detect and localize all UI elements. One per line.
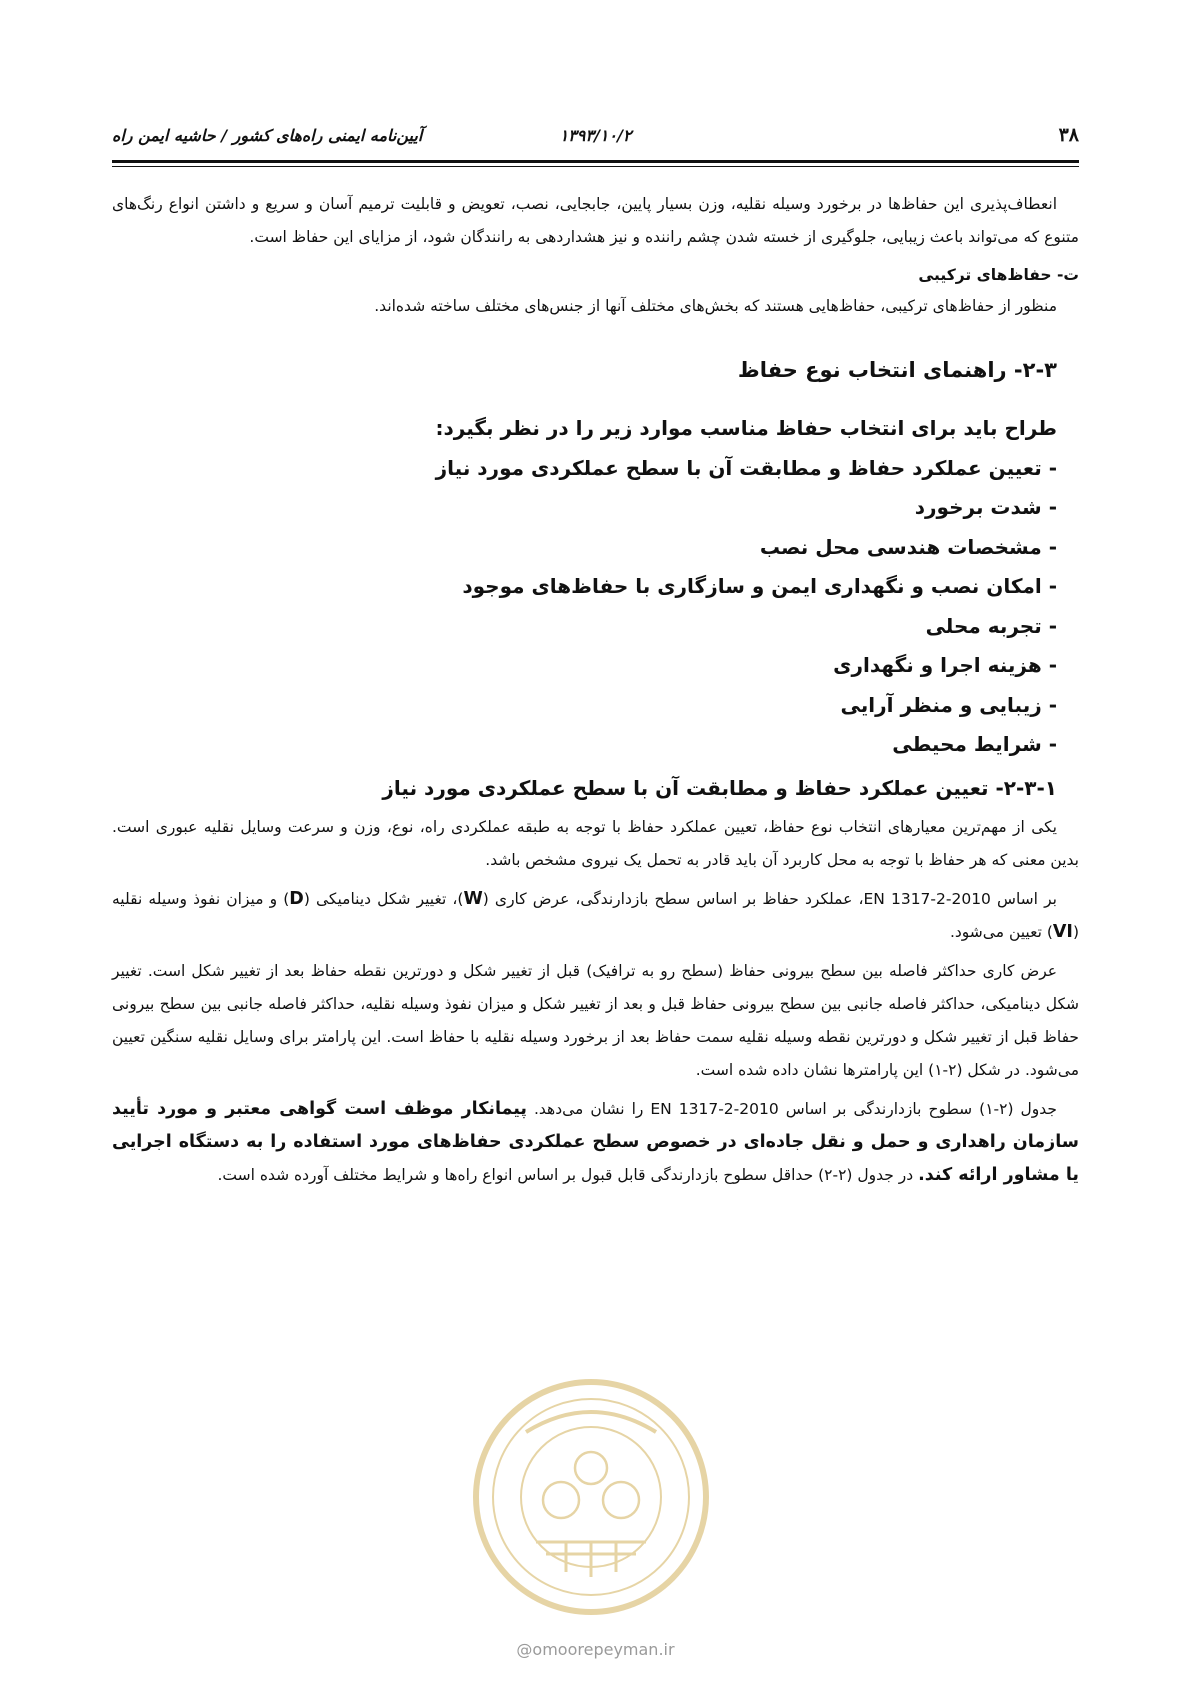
paragraph-composite-barriers: منظور از حفاظ‌های ترکیبی، حفاظ‌هایی هستند که بخش‌های مختلف آنها از جنس‌های مختلف ساخته شده‌اند. bbox=[374, 297, 1057, 315]
header-rule-thick bbox=[112, 160, 1079, 163]
list-item: - امکان نصب و نگهداری ایمن و سازگاری با حفاظ‌های موجود bbox=[462, 574, 1057, 598]
list-item: - زیبایی و منظر آرایی bbox=[840, 692, 1057, 717]
paragraph-en1317-parameters: بر اساس EN 1317-2-2010، عملکرد حفاظ بر اساس سطح بازدارندگی، عرض کاری (W)، تغییر شکل دینامیکی (D) و میزان نفوذ وسیله نقلیه (VI) تعیین می‌شود. bbox=[112, 888, 1079, 942]
list-item: - تجربه محلی bbox=[925, 613, 1057, 638]
paragraph-performance-criteria: یکی از مهم‌ترین معیارهای انتخاب نوع حفاظ، تعیین عملکرد حفاظ با توجه به طبقه عملکردی راه، نوع، وزن و سرعت وسایل نقلیه عبوری است. بدین معنی که هر حفاظ با توجه به محل کاربرد آن باید قادر به تحمل یک نیروی مشخص باشد. bbox=[112, 817, 1079, 869]
subheading-composite-barriers: ت- حفاظ‌های ترکیبی bbox=[918, 266, 1079, 284]
page-header bbox=[112, 124, 1079, 154]
paragraph-working-width: عرض کاری حداکثر فاصله بین سطح بیرونی حفاظ (سطح رو به ترافیک) قبل از تغییر شکل و دورترین نقطه حفاظ بعد از تغییر شکل است. تغییر شکل دینامیکی، حداکثر فاصله جانبی بین سطح بیرونی حفاظ قبل و بعد از تغییر شکل و میزان نفوذ وسیله نقلیه، حداکثر فاصله جانبی بین سطح بیرونی حفاظ قبل از تغییر شکل و دورترین نقطه وسیله نقلیه سمت حفاظ بعد از برخورد وسیله نقلیه با حفاظ است. این پارامتر برای وسایل نقلیه سنگین تعیین می‌شود. در شکل (۲-۱) این پارامترها نشان داده شده است. bbox=[112, 961, 1079, 1079]
page-body bbox=[112, 188, 1079, 1198]
section-title: ۲-۳- راهنمای انتخاب نوع حفاظ bbox=[737, 358, 1057, 382]
footer-website: @omoorepeyman.ir bbox=[516, 1640, 675, 1659]
header-book-title: آیین‌نامه ایمنی راه‌های کشور / حاشیه ایمن راه bbox=[112, 126, 423, 145]
page-number: ۳۸ bbox=[1058, 124, 1079, 146]
list-item: - مشخصات هندسی محل نصب bbox=[759, 534, 1057, 559]
list-item: - شرایط محیطی bbox=[892, 732, 1057, 756]
list-lead: طراح باید برای انتخاب حفاظ مناسب موارد زیر را در نظر بگیرد: bbox=[435, 416, 1057, 440]
publisher-seal-watermark bbox=[466, 1372, 716, 1622]
header-date: ۱۳۹۳/۱۰/۲ bbox=[559, 126, 632, 145]
list-item: - شدت برخورد bbox=[914, 495, 1057, 519]
paragraph-intro: انعطاف‌پذیری این حفاظ‌ها در برخورد وسیله نقلیه، وزن بسیار پایین، جابجایی، نصب، تعویض و قابلیت ترمیم آسان و سریع و داشتن انواع رنگ‌های متنوع که می‌تواند باعث زیبایی، جلوگیری از خسته شدن چشم راننده و نیز هشداردهی به رانندگان شود، از مزایای این حفاظ است. bbox=[112, 195, 1079, 246]
list-item: - هزینه اجرا و نگهداری bbox=[833, 653, 1057, 677]
selection-criteria-list bbox=[112, 409, 1079, 765]
subsection-title: ۲-۳-۱- تعیین عملکرد حفاظ و مطابقت آن با سطح عملکردی مورد نیاز bbox=[382, 775, 1057, 800]
list-item: - تعیین عملکرد حفاظ و مطابقت آن با سطح عملکردی مورد نیاز bbox=[435, 455, 1057, 480]
header-rule-thin bbox=[112, 166, 1079, 167]
contractor-obligation: پیمانکار موظف است گواهی معتبر و مورد تأیید سازمان راهداری و حمل و نقل جاده‌ای در خصوص سطح عملکردی حفاظ‌های مورد استفاده را به دستگاه اجرایی یا مشاور ارائه کند. bbox=[112, 1098, 1079, 1185]
paragraph-containment-levels: جدول (۲-۱) سطوح بازدارندگی بر اساس EN 1317-2-2010 را نشان می‌دهد. پیمانکار موظف است گواهی معتبر و مورد تأیید سازمان راهداری و حمل و نقل جاده‌ای در خصوص سطح عملکردی حفاظ‌های مورد استفاده را به دستگاه اجرایی یا مشاور ارائه کند. در جدول (۲-۲) حداقل سطوح بازدارندگی قابل قبول بر اساس انواع راه‌ها و شرایط مختلف آورده شده است. bbox=[112, 1098, 1079, 1185]
